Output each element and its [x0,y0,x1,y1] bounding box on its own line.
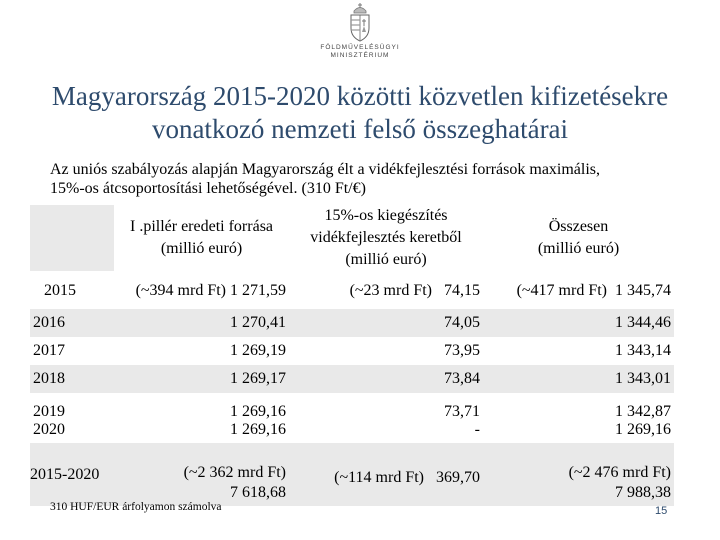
header-col1 [114,205,289,273]
table-row [30,308,674,337]
year-cell: 2016 [30,308,114,337]
col2-cell: 73,84 [444,370,480,387]
header-col1-line1: I .pillér eredeti forrása [129,218,274,235]
logo-line-1: FÖLDMŰVELÉSÜGYI [320,44,400,51]
intro-line-1: Az uniós szabályozás alapján Magyarország élt a vidékfejlesztési források maximális, [50,161,601,178]
year-cell: 2018 [33,370,65,387]
slide-title [0,80,720,146]
col3-cell: 1 269,16 [615,421,671,438]
year-cell: 2020 [33,421,65,438]
col2-cell: 73,71 [444,403,480,420]
header-corner [30,205,114,273]
year-cell: 2019 [33,403,65,420]
title-line-1: Magyarország 2015-2020 közötti közvetlen kifizetésekre [51,81,669,111]
col3-cell [483,443,674,506]
header-col1-line2: (millió euró) [160,240,243,257]
col1-cell: 1 269,19 [230,342,286,359]
col1-cell: 1 270,41 [114,308,289,337]
table-row [30,421,674,443]
col3-cell: 1 342,87 [615,403,671,420]
col3-cell: 1 344,46 [483,308,674,337]
header-col3 [483,205,674,273]
col1-line2: 7 618,68 [230,484,286,501]
col2-cell: - [474,421,480,438]
table-header-row [30,205,674,273]
year-cell: 2015-2020 [30,465,100,483]
col3-cell: 1 343,14 [615,342,671,359]
col3-line1: (~2 476 mrd Ft) [568,464,671,481]
col2-cell: 73,95 [444,342,480,359]
table-row [30,337,674,365]
coat-of-arms-icon [346,2,374,42]
header-col2-line2: vidékfejlesztés keretből [310,229,462,246]
table-row [30,273,674,309]
logo-line-2: MINISZTÉRIUM [330,52,390,59]
table-row [30,393,674,421]
header-col2-line3: (millió euró) [345,251,427,268]
col1-cell: (~394 mrd Ft) 1 271,59 [114,273,289,309]
col1-line1: (~2 362 mrd Ft) [183,464,286,481]
col3-line2: 7 988,38 [615,484,671,501]
table-row [30,365,674,393]
intro-text [50,160,700,198]
header-col3-line2: (millió euró) [537,240,620,257]
col1-cell: 1 269,16 [230,403,286,420]
header-col2 [289,205,483,273]
footnote: 310 HUF/EUR árfolyamon számolva [50,501,222,513]
title-line-2: vonatkozó nemzeti felső összeghatárai [151,114,569,144]
col1-cell: 1 269,17 [230,370,286,387]
year-cell: 2015 [30,273,114,309]
table-total-row [30,443,674,506]
ministry-logo [300,2,420,60]
col2-cell: (~23 mrd Ft) 74,15 [289,273,483,309]
col1-cell [114,443,289,506]
col2-cell: 74,05 [289,308,483,337]
page-number: 15 [655,505,668,517]
col3-cell: (~417 mrd Ft) 1 345,74 [483,273,674,309]
header-col3-line1: Összesen [548,218,609,235]
col1-cell: 1 269,16 [230,421,286,438]
year-cell: 2017 [33,342,65,359]
header-col2-line1: 15%-os kiegészítés [324,207,448,224]
col2-cell: (~114 mrd Ft) 369,70 [334,469,480,486]
budget-table [30,205,674,506]
col3-cell: 1 343,01 [615,370,671,387]
intro-line-2: 15%-os átcsoportosítási lehetőségével. (310 Ft/€) [50,180,366,197]
